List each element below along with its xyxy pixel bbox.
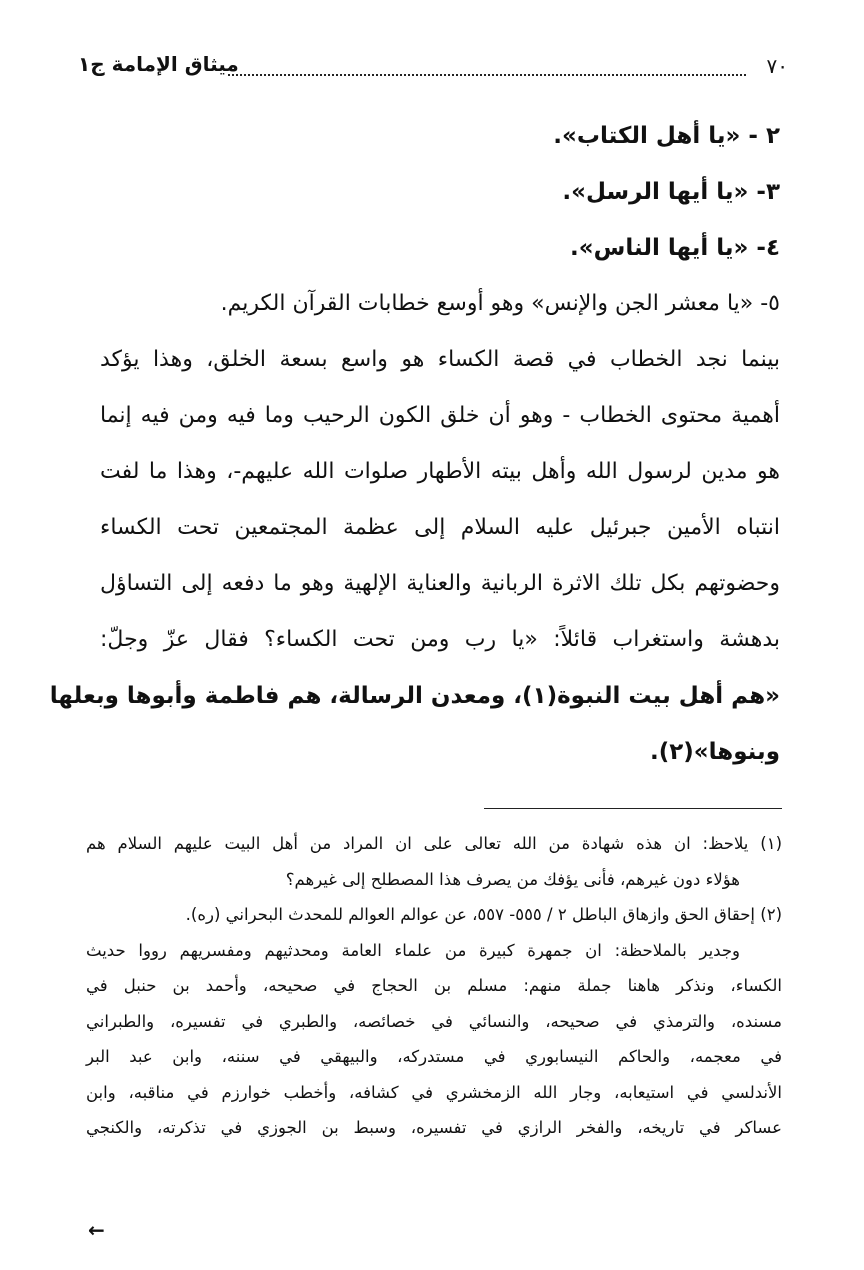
page-number: ٧٠ bbox=[766, 54, 788, 78]
footnote-line: وجدير بالملاحظة: ان جمهرة كبيرة من علماء العامة ومحدثيهم ومفسريهم رووا حديث bbox=[86, 940, 740, 960]
header-leader-dots bbox=[228, 74, 746, 76]
footnote-line: الأندلسي في استيعابه، وجار الله الزمخشري في كشافه، وأخطب خوارزم في مناقبه، وابن bbox=[86, 1082, 782, 1102]
list-item: ٢ - «يا أهل الكتاب». bbox=[553, 123, 780, 149]
footnote-line: عساكر في تاريخه، والفخر الرازي في تفسيره، وسبط بن الجوزي في تذكرته، والكنجي bbox=[86, 1118, 782, 1137]
list-item: ٣- «يا أيها الرسل». bbox=[562, 179, 780, 205]
footnote-line: مسنده، والترمذي في صحيحه، والنسائي في خصائصه، والطبري في تفسيره، والطبراني bbox=[86, 1011, 782, 1031]
list-item: ٤- «يا أيها الناس». bbox=[570, 235, 780, 261]
body-line: أهمية محتوى الخطاب - وهو أن خلق الكون الرحيب وما فيه ومن فيه إنما bbox=[100, 403, 780, 428]
continue-arrow-icon: ← bbox=[88, 1218, 105, 1242]
body-line: بينما نجد الخطاب في قصة الكساء هو واسع بسعة الخلق، وهذا يؤكد bbox=[100, 347, 780, 372]
body-line: بدهشة واستغراب قائلاً: «يا رب ومن تحت الكساء؟ فقال عزّ وجلّ: bbox=[100, 627, 780, 652]
footnote-line: في معجمه، والحاكم النيسابوري في مستدركه، والبيهقي في سننه، وابن عبد البر bbox=[86, 1047, 782, 1066]
running-header bbox=[78, 52, 788, 86]
footnote-line: (٢) إحقاق الحق وازهاق الباطل ٢ / ٥٥٥- ٥٥٧، عن عوالم العوالم للمحدث البحراني (ره). bbox=[185, 905, 782, 924]
body-line: وحضوتهم بكل تلك الاثرة الربانية والعناية الإلهية وهو ما دفعه إلى التساؤل bbox=[100, 571, 780, 596]
body-line: انتباه الأمين جبرئيل عليه السلام إلى عظمة المجتمعين تحت الكساء bbox=[100, 515, 780, 540]
book-title: ميثاق الإمامة ج١ bbox=[78, 52, 239, 76]
main-text bbox=[49, 108, 780, 780]
footnote-separator bbox=[484, 808, 782, 809]
footnote-line: (١) يلاحظ: ان هذه شهادة من الله تعالى على ان المراد من أهل البيت عليهم السلام هم bbox=[86, 834, 782, 853]
footnotes bbox=[86, 826, 782, 1146]
footnote-line: الكساء، ونذكر هاهنا جملة منهم: مسلم بن الحجاج في صحيحه، وأحمد بن حنبل في bbox=[86, 976, 782, 995]
list-item: ٥- «يا معشر الجن والإنس» وهو أوسع خطابات القرآن الكريم. bbox=[220, 291, 780, 316]
footnote-line: هؤلاء دون غيرهم، فأنى يؤفك من يصرف هذا المصطلح إلى غيرهم؟ bbox=[285, 869, 740, 889]
quote-line: «هم أهل بيت النبوة(١)، ومعدن الرسالة، هم فاطمة وأبوها وبعلها bbox=[49, 683, 780, 709]
body-line: هو مدين لرسول الله وأهل بيته الأطهار صلوات الله عليهم-، وهذا ما لفت bbox=[100, 459, 780, 484]
quote-line: وبنوها»(٢). bbox=[650, 739, 780, 765]
